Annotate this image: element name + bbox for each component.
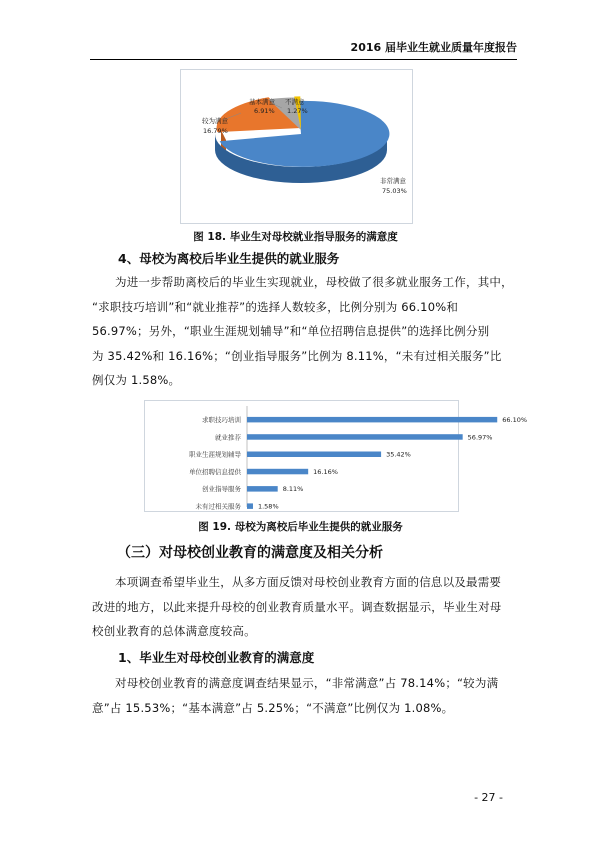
paragraph-line: 56.97%；另外，“职业生涯规划辅导”和“单位招聘信息提供”的选择比例分别 [92, 324, 490, 338]
page-number: - 27 - [474, 791, 503, 804]
header-divider [90, 59, 517, 60]
data-label: 1.58% [257, 502, 279, 511]
figure-19-caption: 图 19. 母校为离校后毕业生提供的就业服务 [198, 521, 403, 533]
category-label: 未有过相关服务 [195, 502, 241, 511]
section-1-heading: 1、毕业生对母校创业教育的满意度 [118, 650, 315, 665]
bar [247, 417, 497, 423]
paragraph-line: “求职技巧培训”和“就业推荐”的选择人数较多，比例分别为 66.10%和 [92, 299, 459, 314]
part-3-paragraph [92, 570, 502, 644]
report-header-title: 2016 届毕业生就业质量年度报告 [350, 41, 517, 54]
data-label: 16.16% [313, 467, 338, 476]
paragraph-line: 为 35.42%和 16.16%；“创业指导服务”比例为 8.11%，“未有过相关服务”比 [92, 348, 502, 363]
figure-19-bar-chart [144, 400, 528, 512]
pie-label-basic: 基本满意 [249, 98, 275, 106]
pie-chart-svg [181, 70, 412, 223]
pie-value-fairly: 16.79% [203, 127, 228, 135]
bar-chart-svg [145, 401, 528, 511]
paragraph-line: 对母校创业教育的满意度调查结果显示，“非常满意”占 78.14%；“较为满 [115, 676, 499, 690]
paragraph-line: 意”占 15.53%；“基本满意”占 5.25%；“不满意”比例仅为 1.08%。 [92, 700, 454, 715]
category-label: 职业生涯规划辅导 [189, 450, 241, 459]
pie-label-fairly: 较为满意 [202, 117, 228, 125]
pie-label-very: 非常满意 [380, 177, 406, 185]
paragraph-line: 为进一步帮助离校后的毕业生实现就业，母校做了很多就业服务工作，其中， [115, 275, 513, 289]
data-label: 66.10% [502, 415, 528, 424]
bar [247, 469, 308, 475]
data-label: 35.42% [386, 450, 411, 459]
pie-value-very: 75.03% [382, 187, 407, 195]
category-label: 求职技巧培训 [202, 415, 241, 424]
section-4-heading: 4、母校为离校后毕业生提供的就业服务 [118, 251, 340, 266]
bar [247, 503, 253, 509]
pie-value-basic: 6.91% [254, 107, 275, 115]
paragraph-line: 本项调查希望毕业生，从多方面反馈对母校创业教育方面的信息以及最需要 [115, 575, 502, 589]
figure-18-pie-chart [180, 69, 413, 224]
bar [247, 452, 381, 458]
bar [247, 486, 278, 492]
data-label: 56.97% [467, 433, 493, 442]
category-label: 单位招聘信息提供 [189, 467, 241, 476]
part-3-heading: （三）对母校创业教育的满意度及相关分析 [117, 545, 383, 561]
paragraph-line: 改进的地方，以此来提升母校的创业教育质量水平。调查数据显示，毕业生对母 [92, 599, 502, 614]
pie-value-dissatisfied: 1.27% [287, 107, 308, 115]
category-label: 就业推荐 [215, 433, 241, 442]
paragraph-line: 例仅为 1.58%。 [92, 373, 181, 387]
pie-label-dissatisfied: 不满意 [285, 98, 305, 106]
category-label: 创业指导服务 [202, 485, 241, 494]
paragraph-line: 校创业教育的总体满意度较高。 [92, 624, 256, 638]
data-label: 8.11% [282, 485, 304, 494]
section-4-paragraph [92, 270, 513, 393]
figure-18-caption: 图 18. 毕业生对母校就业指导服务的满意度 [193, 231, 398, 243]
section-1-paragraph [92, 671, 498, 720]
bar [247, 434, 463, 440]
